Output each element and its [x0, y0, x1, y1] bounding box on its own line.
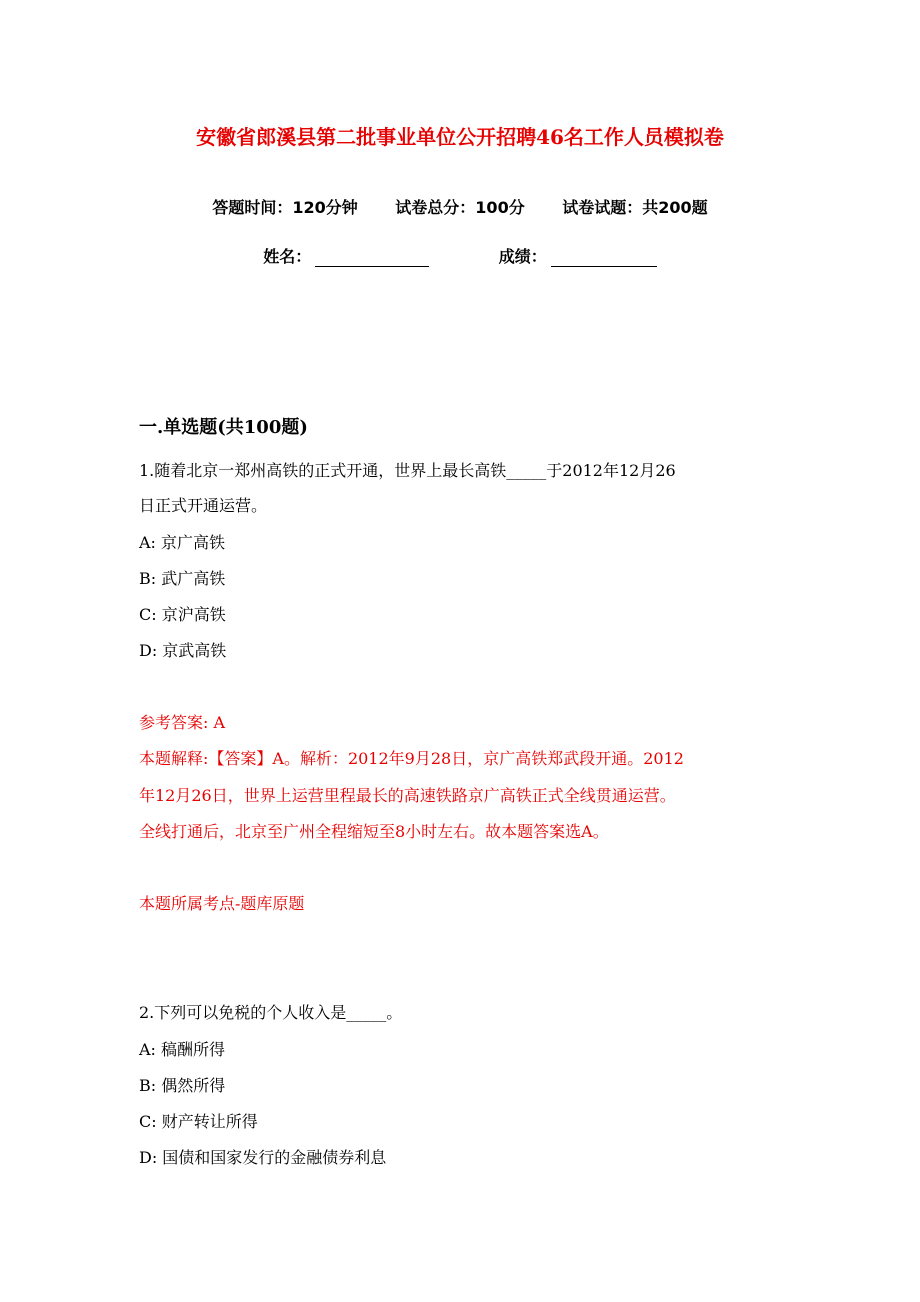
- exam-time: 答题时间：120分钟: [212, 198, 358, 217]
- q1-option-d: D: 京武高铁: [139, 641, 227, 660]
- score-field: [499, 244, 657, 267]
- q1-explanation-line2: 年12月26日，世界上运营里程最长的高速铁路京广高铁正式全线贯通运营。: [139, 786, 676, 805]
- q1-option-b: B: 武广高铁: [139, 569, 226, 588]
- exam-meta: [0, 195, 920, 218]
- section-title: 一.单选题(共100题): [139, 417, 308, 438]
- q2-option-c: C: 财产转让所得: [139, 1112, 258, 1131]
- q2-option-a: A: 稿酬所得: [139, 1040, 226, 1059]
- score-blank[interactable]: [551, 250, 657, 267]
- q1-point: 本题所属考点-题库原题: [139, 894, 305, 913]
- name-label: 姓名：: [263, 247, 312, 266]
- q2-option-d: D: 国债和国家发行的金融债券利息: [139, 1148, 387, 1167]
- name-blank[interactable]: [315, 250, 429, 267]
- exam-total-score: 试卷总分：100分: [395, 198, 525, 217]
- exam-title: 安徽省郎溪县第二批事业单位公开招聘46名工作人员模拟卷: [196, 125, 724, 149]
- q1-explanation-line1: 本题解释:【答案】A。解析：2012年9月28日，京广高铁郑武段开通。2012: [139, 749, 684, 768]
- score-label: 成绩：: [498, 247, 547, 266]
- exam-question-count: 试卷试题：共200题: [562, 198, 708, 217]
- q1-stem-line2: 日正式开通运营。: [139, 496, 268, 515]
- q2-stem: 2.下列可以免税的个人收入是_____。: [139, 1003, 403, 1022]
- q1-option-c: C: 京沪高铁: [139, 605, 226, 624]
- name-field: [263, 244, 429, 267]
- q2-option-b: B: 偶然所得: [139, 1076, 226, 1095]
- q1-answer: 参考答案: A: [139, 713, 226, 732]
- q1-explanation-line3: 全线打通后，北京至广州全程缩短至8小时左右。故本题答案选A。: [139, 822, 609, 841]
- candidate-info: [0, 244, 920, 267]
- q1-option-a: A: 京广高铁: [139, 533, 226, 552]
- q1-stem-line1: 1.随着北京一郑州高铁的正式开通，世界上最长高铁_____于2012年12月26: [139, 461, 676, 480]
